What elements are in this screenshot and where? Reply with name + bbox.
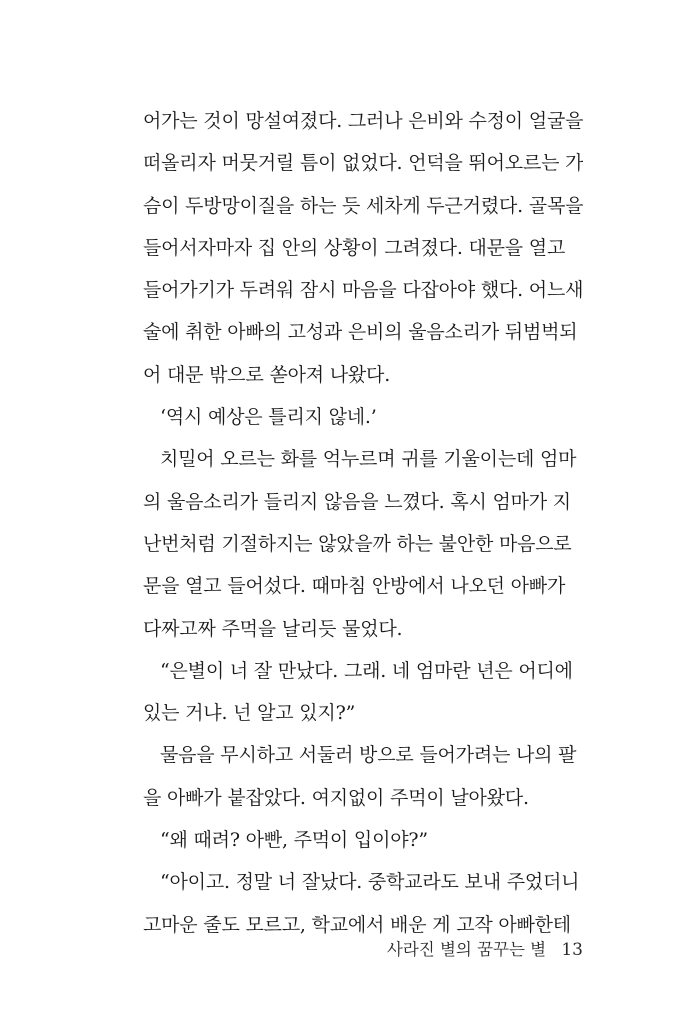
text-line: 치밀어 오르는 화를 억누르며 귀를 기울이는데 엄마 (160, 448, 577, 471)
text-line: 슴이 두방망이질을 하는 듯 세차게 두근거렸다. 골목을 (143, 194, 583, 217)
text-line: 의 울음소리가 들리지 않음을 느꼈다. 혹시 엄마가 지 (143, 490, 571, 513)
text-line: 들어서자마자 집 안의 상황이 그려졌다. 대문을 열고 (143, 236, 566, 259)
text-line: 어 대문 밖으로 쏟아져 나왔다. (143, 363, 391, 386)
text-line: 들어가기가 두려워 잠시 마음을 다잡아야 했다. 어느새 (143, 279, 583, 302)
text-line: 어가는 것이 망설여졌다. 그러나 은비와 수정이 얼굴을 (143, 110, 583, 132)
text-line: “아이고. 정말 너 잘났다. 중학교라도 보내 주었더니 (160, 871, 580, 894)
text-line: 문을 열고 들어섰다. 때마침 안방에서 나오던 아빠가 (143, 575, 566, 598)
running-title: 사라진 별의 꿈꾸는 별 (386, 940, 547, 959)
text-line: “왜 때려? 아빤, 주먹이 입이야?” (160, 829, 428, 852)
page-number: 13 (561, 940, 583, 960)
page-footer (387, 938, 583, 962)
text-line: ‘역시 예상은 틀리지 않네.’ (160, 406, 377, 429)
text-line: 떠올리자 머뭇거릴 틈이 없었다. 언덕을 뛰어오르는 가 (143, 152, 583, 175)
text-line: “은별이 너 잘 만났다. 그래. 네 엄마란 년은 어디에 (160, 659, 573, 682)
text-line: 고마운 줄도 모르고, 학교에서 배운 게 고작 아빠한테 (143, 913, 571, 936)
text-line: 술에 취한 아빠의 고성과 은비의 울음소리가 뒤범벅되 (143, 321, 578, 344)
body-text (143, 100, 583, 946)
text-line: 물음을 무시하고 서둘러 방으로 들어가려는 나의 팔 (160, 744, 577, 767)
text-line: 을 아빠가 붙잡았다. 여지없이 주먹이 날아왔다. (143, 786, 529, 809)
text-line: 있는 거냐. 넌 알고 있지?” (143, 702, 356, 725)
text-line: 난번처럼 기절하지는 않았을까 하는 불안한 마음으로 (143, 532, 572, 555)
text-line: 다짜고짜 주먹을 날리듯 물었다. (143, 617, 403, 640)
